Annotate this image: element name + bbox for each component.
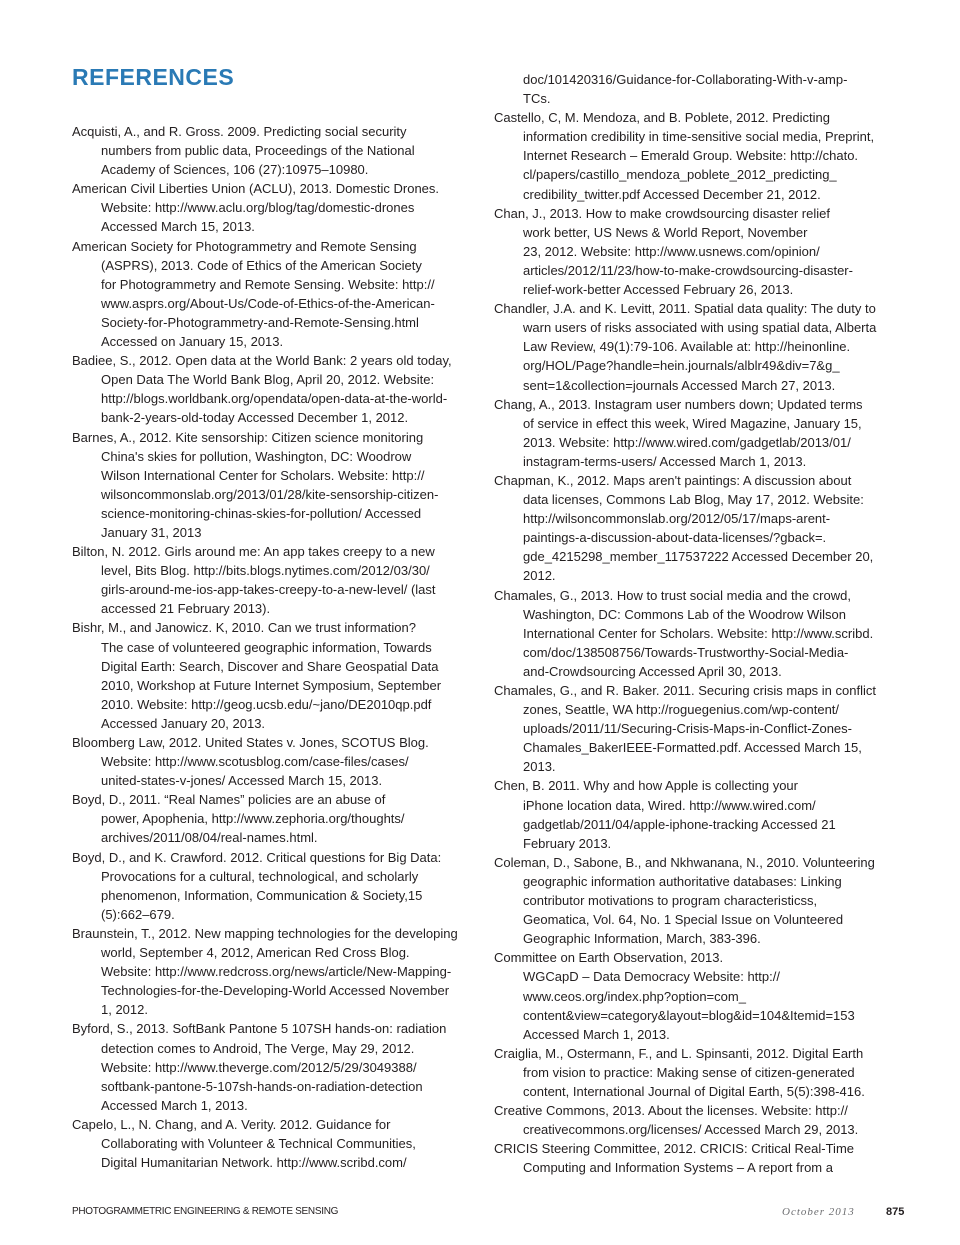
reference-line: Website: http://www.scotusblog.com/case-files/cases/: [101, 754, 409, 770]
reference-line: Chamales_BakerIEEE-Formatted.pdf. Accessed March 15,: [523, 740, 862, 756]
reference-line: work better, US News & World Report, November: [523, 224, 808, 240]
reference-line: February 2013.: [523, 835, 612, 851]
reference-line: Chang, A., 2013. Instagram user numbers down; Updated terms: [494, 396, 863, 412]
reference-line: Technologies-for-the-Developing-World Accessed November: [101, 983, 450, 999]
reference-line: 2012.: [523, 568, 556, 584]
reference-entry: [494, 776, 894, 852]
reference-entry: [72, 351, 467, 427]
reference-line: Castello, C, M. Mendoza, and B. Poblete, 2012. Predicting: [494, 110, 831, 126]
reference-line: Chan, J., 2013. How to make crowdsourcing disaster relief: [494, 205, 830, 221]
reference-line: paintings-a-discussion-about-data-licenses/?gback=.: [523, 530, 827, 546]
reference-line: American Civil Liberties Union (ACLU), 2013. Domestic Drones.: [72, 181, 440, 197]
reference-line: Braunstein, T., 2012. New mapping technologies for the developing: [72, 925, 458, 941]
reference-entry: [72, 790, 467, 847]
reference-line: Accessed March 1, 2013.: [523, 1026, 670, 1042]
reference-line: Academy of Sciences, 106 (27):10975–10980.: [101, 162, 369, 178]
reference-line: http://blogs.worldbank.org/opendata/open-data-at-the-world-: [101, 391, 448, 407]
reference-line: bank-2-years-old-today Accessed December 1, 2012.: [101, 410, 409, 426]
reference-line: Accessed on January 15, 2013.: [101, 334, 284, 350]
reference-line: com/doc/138508756/Towards-Trustworthy-Social-Media-: [523, 644, 849, 660]
reference-line: zones, Seattle, WA http://roguegenius.com/wp-content/: [523, 702, 840, 718]
reference-line: Badiee, S., 2012. Open data at the World Bank: 2 years old today,: [72, 353, 452, 369]
reference-line: Capelo, L., N. Chang, and A. Verity. 2012. Guidance for: [72, 1116, 391, 1132]
reference-line: power, Apophenia, http://www.zephoria.org/thoughts/: [101, 811, 405, 827]
reference-line: Washington, DC: Commons Lab of the Woodrow Wilson: [523, 606, 846, 622]
reference-line: Accessed March 1, 2013.: [101, 1097, 248, 1113]
reference-entry: [72, 733, 467, 790]
reference-entry: [72, 237, 467, 352]
reference-line: 2010. Website: http://geog.ucsb.edu/~jano/DE2010qp.pdf: [101, 696, 432, 712]
reference-entry: [494, 299, 894, 394]
reference-line: WGCapD – Data Democracy Website: http://: [523, 969, 780, 985]
reference-line: Barnes, A., 2012. Kite sensorship: Citizen science monitoring: [72, 429, 424, 445]
journal-name: PHOTOGRAMMETRIC ENGINEERING & REMOTE SENSING: [72, 1206, 339, 1217]
reference-line: contributor motivations to program characteristicss,: [523, 893, 818, 909]
reference-entry: [494, 204, 894, 299]
reference-line: Provocations for a cultural, technological, and scholarly: [101, 868, 419, 884]
reference-line: instagram-terms-users/ Accessed March 1, 2013.: [523, 453, 807, 469]
reference-line: Bilton, N. 2012. Girls around me: An app takes creepy to a new: [72, 544, 435, 560]
reference-line: cl/papers/castillo_mendoza_poblete_2012_predicting_: [523, 167, 837, 183]
reference-line: www.ceos.org/index.php?option=com_: [523, 988, 746, 1004]
reference-line: Website: http://www.theverge.com/2012/5/29/3049388/: [101, 1059, 417, 1075]
reference-line: doc/101420316/Guidance-for-Collaborating-With-v-amp-: [523, 72, 848, 87]
reference-line: Digital Humanitarian Network. http://www.scribd.com/: [101, 1155, 407, 1171]
reference-line: articles/2012/11/23/how-to-make-crowdsourcing-disaster-: [523, 262, 853, 278]
reference-entry: [72, 1115, 467, 1172]
reference-line: Wilson International Center for Scholars. Website: http://: [101, 467, 425, 483]
reference-entry: [72, 618, 467, 733]
reference-line: Chapman, K., 2012. Maps aren't paintings: A discussion about: [494, 472, 852, 488]
reference-line: 2013.: [523, 759, 556, 775]
reference-entry: [494, 108, 894, 203]
reference-line: org/HOL/Page?handle=hein.journals/alblr49&div=7&g_: [523, 358, 840, 374]
reference-line: (5):662–679.: [101, 906, 175, 922]
reference-entry: [72, 428, 467, 543]
reference-line: world, September 4, 2012, American Red Cross Blog.: [101, 945, 410, 961]
reference-line: Craiglia, M., Ostermann, F., and L. Spinsanti, 2012. Digital Earth: [494, 1045, 864, 1061]
reference-entry: [72, 542, 467, 618]
reference-line: American Society for Photogrammetry and Remote Sensing: [72, 238, 417, 254]
reference-entry: [72, 848, 467, 924]
reference-line: Bishr, M., and Janowicz. K, 2010. Can we trust information?: [72, 620, 416, 636]
reference-line: Accessed January 20, 2013.: [101, 715, 266, 731]
reference-line: wilsoncommonslab.org/2013/01/28/kite-sensorship-citizen-: [101, 486, 439, 502]
reference-line: gadgetlab/2011/04/apple-iphone-tracking Accessed 21: [523, 816, 836, 832]
reference-line: softbank-pantone-5-107sh-hands-on-radiation-detection: [101, 1078, 423, 1094]
reference-entry: [72, 1019, 467, 1114]
reference-line: Website: http://www.redcross.org/news/article/New-Mapping-: [101, 964, 452, 980]
reference-line: iPhone location data, Wired. http://www.wired.com/: [523, 797, 816, 813]
reference-line: data licenses, Commons Lab Blog, May 17, 2012. Website:: [523, 492, 864, 508]
references-column-left: [72, 122, 467, 1172]
reference-line: warn users of risks associated with using spatial data, Alberta: [523, 320, 877, 336]
reference-line: China's skies for pollution, Washington, DC: Woodrow: [101, 448, 412, 464]
reference-entry: [72, 179, 467, 236]
reference-line: Acquisti, A., and R. Gross. 2009. Predicting social security: [72, 124, 407, 139]
page-number: 875: [886, 1206, 905, 1218]
reference-line: science-monitoring-chinas-skies-for-pollution/ Accessed: [101, 505, 422, 521]
reference-line: content&view=category&layout=blog&id=104&Itemid=153: [523, 1007, 855, 1023]
reference-line: CRICIS Steering Committee, 2012. CRICIS: Critical Real-Time: [494, 1141, 855, 1157]
page-title: REFERENCES: [72, 64, 235, 90]
reference-line: level, Bits Blog. http://bits.blogs.nytimes.com/2012/03/30/: [101, 563, 430, 579]
references-column-right: [494, 70, 894, 1177]
reference-line: Accessed March 15, 2013.: [101, 219, 255, 235]
reference-line: Society-for-Photogrammetry-and-Remote-Sensing.html: [101, 314, 419, 330]
reference-entry: [494, 1101, 894, 1139]
reference-entry: [494, 395, 894, 471]
reference-line: Chamales, G., and R. Baker. 2011. Securing crisis maps in conflict: [494, 683, 876, 698]
reference-line: Byford, S., 2013. SoftBank Pantone 5 107SH hands-on: radiation: [72, 1021, 447, 1037]
reference-line: The case of volunteered geographic information, Towards: [101, 639, 432, 655]
reference-line: phenomenon, Information, Communication & Society,15: [101, 887, 423, 903]
reference-line: of service in effect this week, Wired Magazine, January 15,: [523, 415, 862, 431]
issue-date: October 2013: [782, 1206, 855, 1218]
reference-line: Chen, B. 2011. Why and how Apple is collecting your: [494, 778, 798, 794]
reference-line: Computing and Information Systems – A report from a: [523, 1160, 833, 1176]
reference-line: TCs.: [523, 91, 551, 107]
reference-line: Geographic Information, March, 383-396.: [523, 931, 761, 947]
reference-entry: [494, 853, 894, 948]
reference-line: credibility_twitter.pdf Accessed December 21, 2012.: [523, 186, 821, 202]
reference-line: Coleman, D., Sabone, B., and Nkhwanana, N., 2010. Volunteering: [494, 854, 875, 870]
reference-line: and-Crowdsourcing Accessed April 30, 2013.: [523, 663, 782, 679]
reference-line: Website: http://www.aclu.org/blog/tag/domestic-drones: [101, 200, 415, 216]
reference-line: www.asprs.org/About-Us/Code-of-Ethics-of-the-American-: [101, 295, 435, 311]
reference-entry: [494, 586, 894, 681]
reference-line: from vision to practice: Making sense of citizen-generated: [523, 1064, 855, 1080]
reference-line: gde_4215298_member_117537222 Accessed December 20,: [523, 549, 874, 565]
reference-line: 2013. Website: http://www.wired.com/gadgetlab/2013/01/: [523, 434, 851, 450]
reference-line: Committee on Earth Observation, 2013.: [494, 950, 724, 966]
reference-line: 23, 2012. Website: http://www.usnews.com/opinion/: [523, 243, 820, 259]
reference-line: Chamales, G., 2013. How to trust social media and the crowd,: [494, 587, 851, 603]
reference-line: archives/2011/08/04/real-names.html.: [101, 830, 318, 846]
reference-entry: [72, 122, 467, 179]
reference-line: information credibility in time-sensitive social media, Preprint,: [523, 129, 875, 145]
reference-line: girls-around-me-ios-app-takes-creepy-to-a-new-level/ (last: [101, 582, 436, 598]
reference-line: uploads/2011/11/Securing-Crisis-Maps-in-Conflict-Zones-: [523, 721, 852, 737]
reference-entry: [72, 924, 467, 1019]
reference-line: Collaborating with Volunteer & Technical Communities,: [101, 1135, 416, 1151]
reference-continuation: [494, 70, 894, 108]
reference-line: detection comes to Android, The Verge, May 29, 2012.: [101, 1040, 415, 1056]
reference-line: (ASPRS), 2013. Code of Ethics of the American Society: [101, 257, 422, 273]
reference-line: 1, 2012.: [101, 1002, 148, 1018]
reference-line: Digital Earth: Search, Discover and Share Geospatial Data: [101, 658, 439, 674]
reference-line: International Center for Scholars. Website: http://www.scribd.: [523, 625, 874, 641]
reference-line: Boyd, D., 2011. “Real Names” policies are an abuse of: [72, 792, 386, 808]
reference-line: geographic information authoritative databases: Linking: [523, 873, 842, 889]
reference-line: relief-work-better Accessed February 26, 2013.: [523, 282, 794, 298]
reference-entry: [494, 1139, 894, 1177]
reference-line: for Photogrammetry and Remote Sensing. Website: http://: [101, 276, 435, 292]
reference-line: 2010, Workshop at Future Internet Symposium, September: [101, 677, 442, 693]
reference-line: Boyd, D., and K. Crawford. 2012. Critical questions for Big Data:: [72, 849, 442, 865]
reference-line: Bloomberg Law, 2012. United States v. Jones, SCOTUS Blog.: [72, 735, 429, 750]
reference-entry: [494, 471, 894, 586]
reference-line: content, International Journal of Digital Earth, 5(5):398-416.: [523, 1083, 865, 1099]
reference-line: accessed 21 February 2013).: [101, 601, 271, 617]
reference-line: Internet Research – Emerald Group. Website: http://chato.: [523, 148, 859, 164]
reference-entry: [494, 1044, 894, 1101]
reference-line: sent=1&collection=journals Accessed March 27, 2013.: [523, 377, 836, 393]
reference-line: Geomatica, Vol. 64, No. 1 Special Issue on Volunteered: [523, 912, 844, 928]
reference-line: united-states-v-jones/ Accessed March 15, 2013.: [101, 773, 383, 789]
reference-line: January 31, 2013: [101, 524, 202, 540]
reference-line: Chandler, J.A. and K. Levitt, 2011. Spatial data quality: The duty to: [494, 301, 876, 317]
reference-entry: [494, 681, 894, 776]
reference-line: http://wilsoncommonslab.org/2012/05/17/maps-arent-: [523, 511, 831, 527]
reference-line: Creative Commons, 2013. About the licenses. Website: http://: [494, 1103, 848, 1119]
reference-entry: [494, 948, 894, 1043]
reference-line: Law Review, 49(1):79-106. Available at: http://heinonline.: [523, 339, 851, 355]
reference-line: creativecommons.org/licenses/ Accessed March 29, 2013.: [523, 1122, 859, 1138]
reference-line: numbers from public data, Proceedings of the National: [101, 143, 415, 159]
reference-line: Open Data The World Bank Blog, April 20, 2012. Website:: [101, 372, 435, 388]
